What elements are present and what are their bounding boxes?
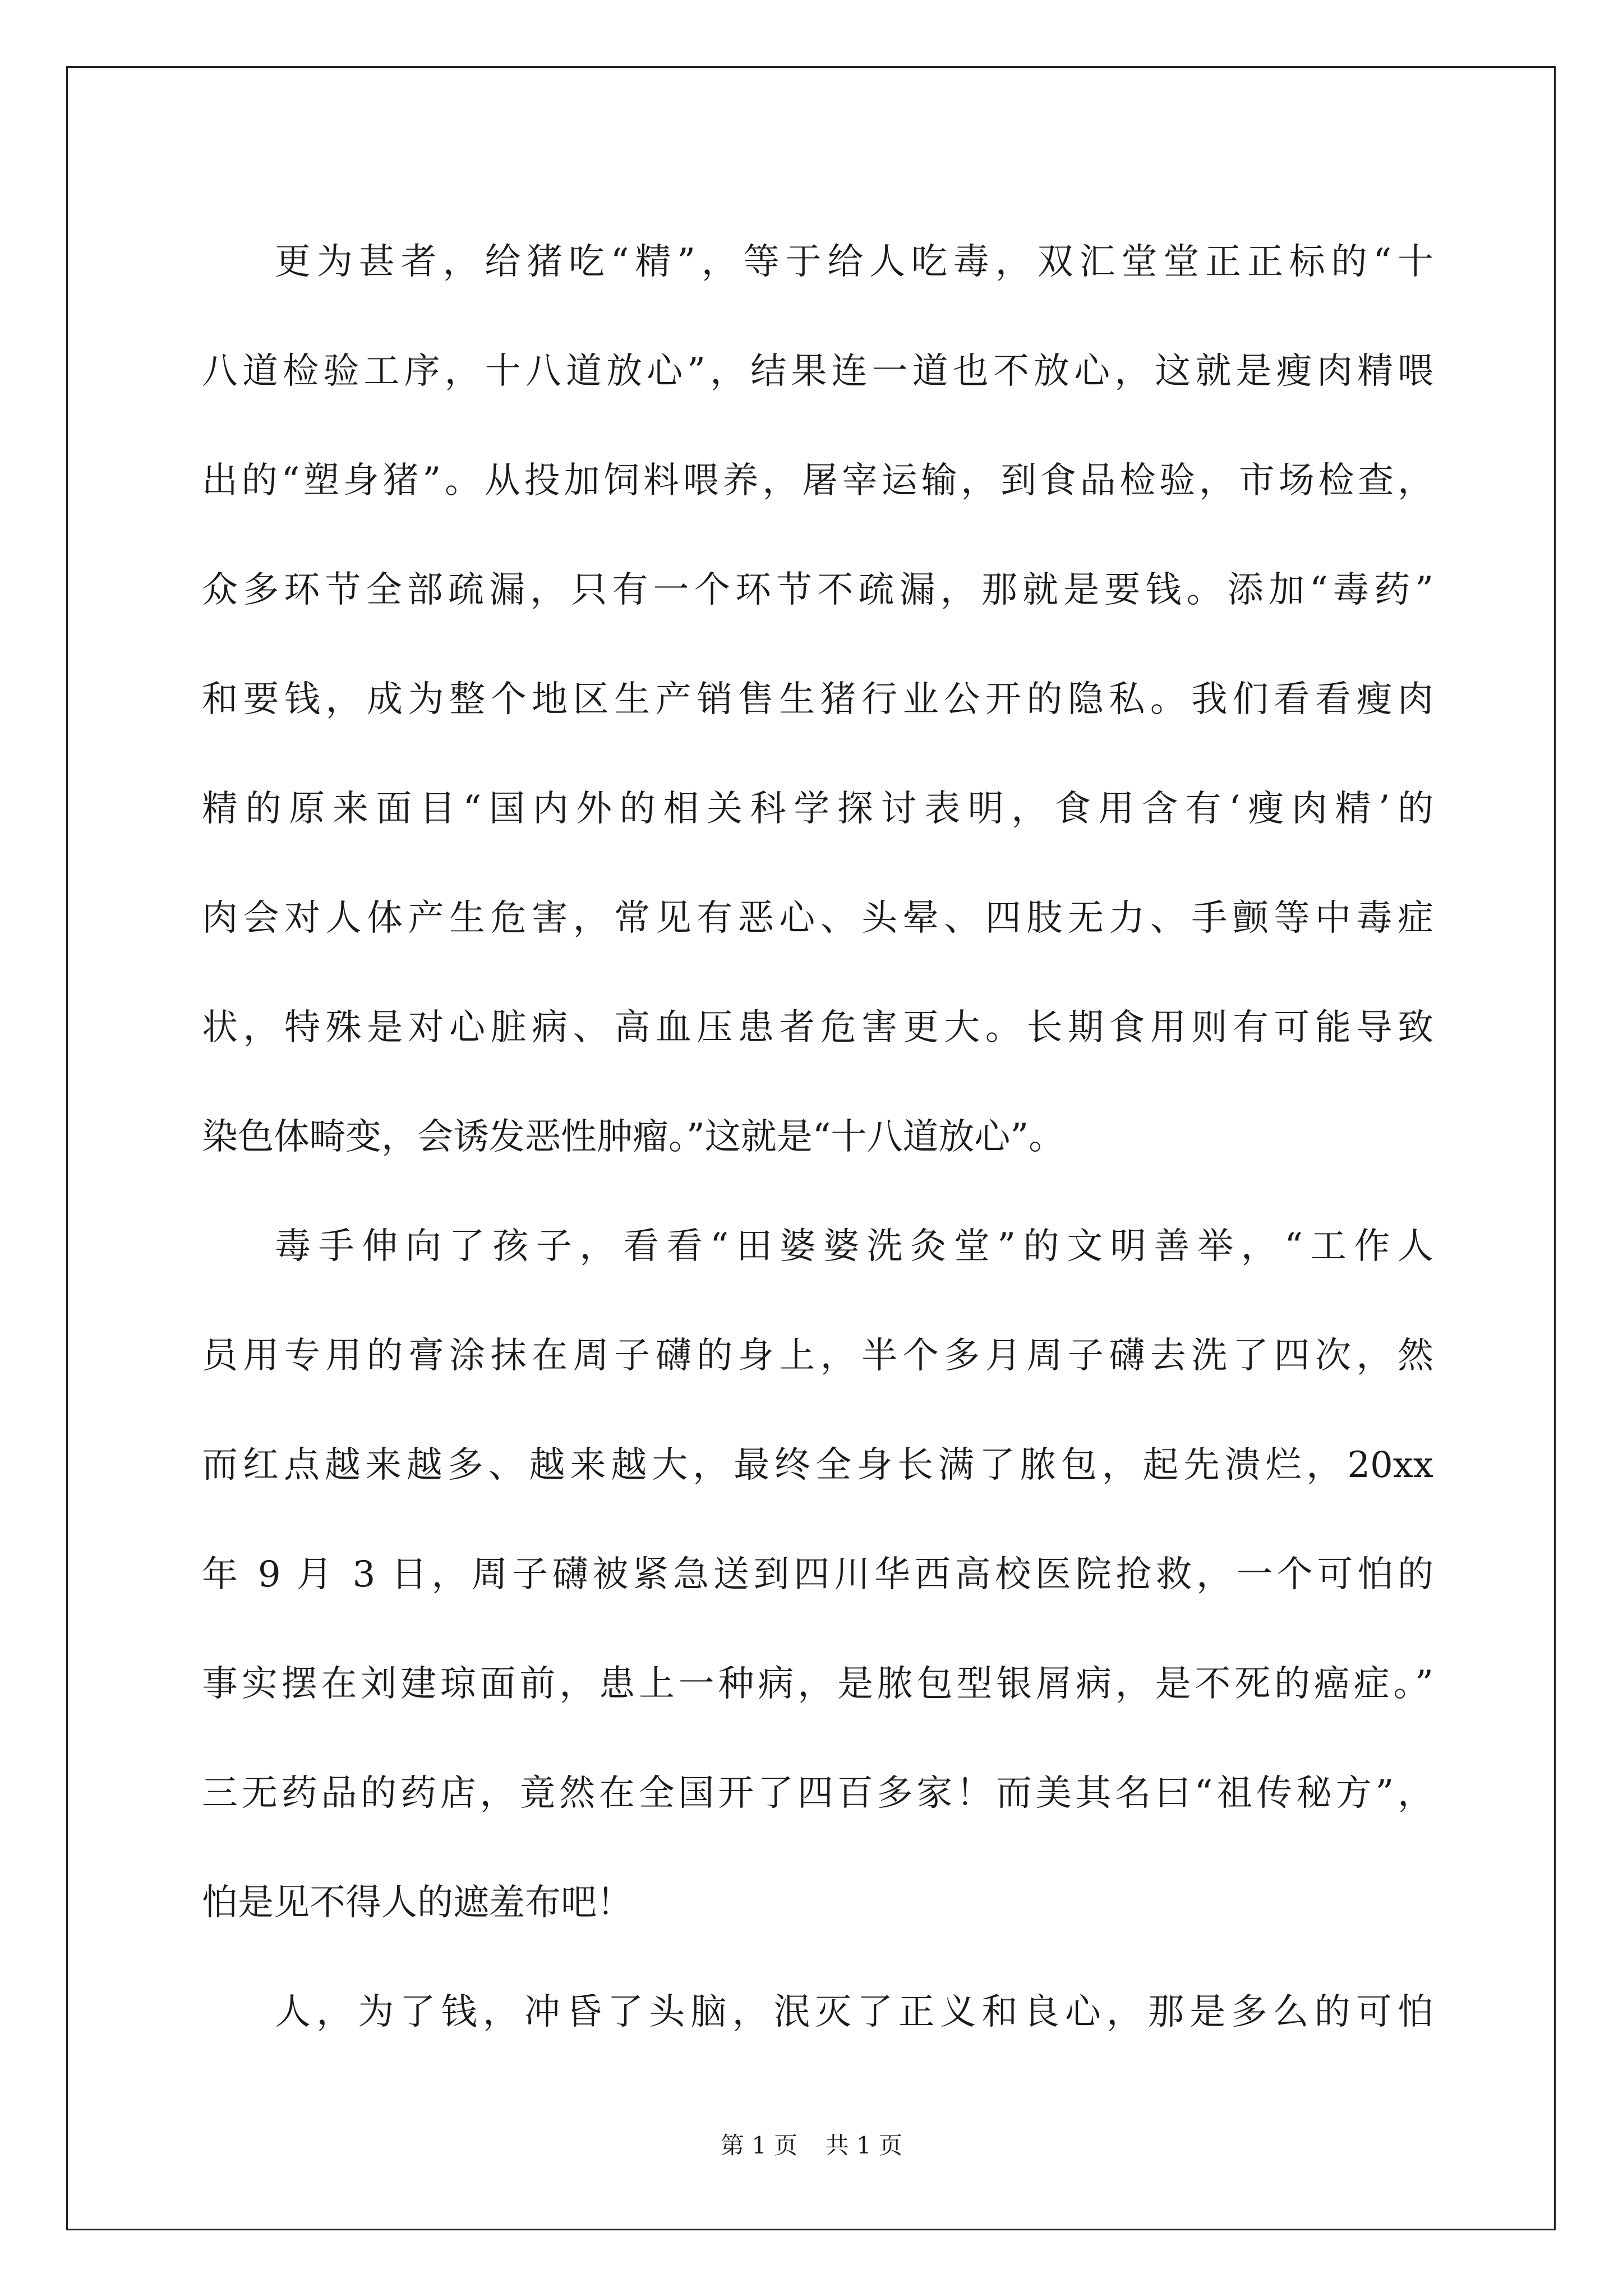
text-line: 众多环节全部疏漏，只有一个环节不疏漏，那就是要钱。添加“毒药” [202,569,1433,611]
document-body [202,208,1433,2067]
page-footer [0,2127,1623,2161]
text-line: 更为甚者，给猪吃“精”，等于给人吃毒，双汇堂堂正正标的“十 [275,241,1433,283]
text-line: 年 9 月 3 日，周子礴被紧急送到四川华西高校医院抢救，一个可怕的 [202,1554,1433,1595]
text-line: 而红点越来越多、越来越大，最终全身长满了脓包，起先溃烂，20xx [202,1444,1433,1486]
text-line: 人，为了钱，冲昏了头脑，泯灭了正义和良心，那是多么的可怕 [275,1991,1433,2033]
text-line: 出的“塑身猪”。从投加饲料喂养，屠宰运输，到食品检验，市场检查， [202,460,1433,501]
text-line: 状，特殊是对心脏病、高血压患者危害更大。长期食用则有可能导致 [202,1007,1433,1048]
page-number: 第 1 页 [720,2132,798,2159]
text-line: 怕是见不得人的遮羞布吧！ [202,1882,633,1924]
text-line: 精的原来面目“国内外的相关科学探讨表明，食用含有‘瘦肉精’的 [202,788,1433,830]
text-line: 染色体畸变，会诱发恶性肿瘤。”这就是“十八道放心”。 [202,1116,1065,1158]
text-line: 员用专用的膏涂抹在周子礴的身上，半个多月周子礴去洗了四次，然 [202,1335,1433,1377]
text-line: 和要钱，成为整个地区生产销售生猪行业公开的隐私。我们看看瘦肉 [202,679,1433,720]
text-line: 事实摆在刘建琼面前，患上一种病，是脓包型银屑病，是不死的癌症。” [202,1663,1433,1705]
text-line: 八道检验工序，十八道放心”，结果连一道也不放心，这就是瘦肉精喂 [202,351,1433,392]
text-line: 毒手伸向了孩子，看看“田婆婆洗灸堂”的文明善举，“工作人 [275,1226,1433,1267]
page-total: 共 1 页 [825,2132,903,2159]
text-line: 肉会对人体产生危害，常见有恶心、头晕、四肢无力、手颤等中毒症 [202,898,1433,939]
text-line: 三无药品的药店，竟然在全国开了四百多家！而美其名曰“祖传秘方”， [202,1773,1433,1814]
